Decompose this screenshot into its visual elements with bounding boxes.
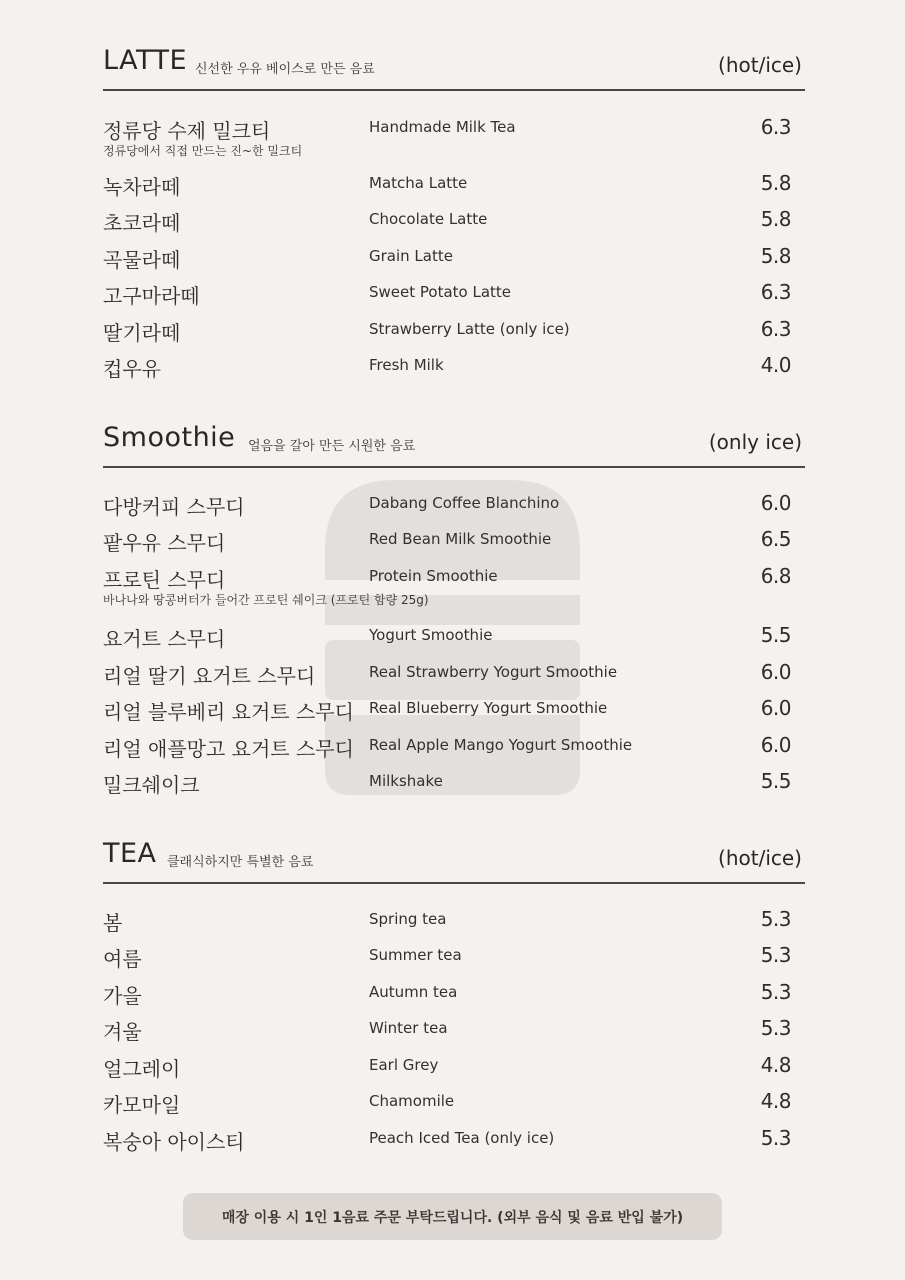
item-name-ko: 밀크쉐이크 xyxy=(103,773,200,797)
item-price: 6.0 xyxy=(760,491,791,515)
item-price: 6.0 xyxy=(760,696,791,720)
item-name-en: Yogurt Smoothie xyxy=(369,626,493,644)
item-name-ko: 딸기라떼 xyxy=(103,321,181,345)
item-price: 4.8 xyxy=(760,1053,791,1077)
item-name-ko: 복숭아 아이스티 xyxy=(103,1130,245,1154)
item-description: 정류당에서 직접 만드는 진~한 밀크티 xyxy=(103,144,303,158)
section-serving-note: (hot/ice) xyxy=(718,53,802,77)
item-price: 6.0 xyxy=(760,660,791,684)
item-name-ko: 카모마일 xyxy=(103,1093,181,1117)
item-name-ko: 리얼 딸기 요거트 스무디 xyxy=(103,664,316,688)
item-price: 6.8 xyxy=(760,564,791,588)
item-name-ko: 얼그레이 xyxy=(103,1057,181,1081)
item-price: 5.8 xyxy=(760,207,791,231)
section-title: Smoothie xyxy=(103,422,236,453)
item-name-ko: 팥우유 스무디 xyxy=(103,531,226,555)
item-price: 6.3 xyxy=(760,317,791,341)
item-name-en: Autumn tea xyxy=(369,983,458,1001)
item-name-en: Strawberry Latte (only ice) xyxy=(369,320,570,338)
item-price: 5.8 xyxy=(760,171,791,195)
item-name-ko: 곡물라떼 xyxy=(103,248,181,272)
item-price: 5.5 xyxy=(760,769,791,793)
section-header xyxy=(103,836,805,884)
item-name-ko: 여름 xyxy=(103,947,142,971)
item-name-ko: 가을 xyxy=(103,984,142,1008)
item-name-ko: 고구마라떼 xyxy=(103,284,200,308)
item-price: 5.3 xyxy=(760,980,791,1004)
item-name-en: Protein Smoothie xyxy=(369,567,498,585)
item-name-en: Real Blueberry Yogurt Smoothie xyxy=(369,699,608,717)
section-title: LATTE xyxy=(103,45,188,76)
item-name-en: Real Apple Mango Yogurt Smoothie xyxy=(369,736,633,754)
item-name-ko: 요거트 스무디 xyxy=(103,627,226,651)
item-price: 5.5 xyxy=(760,623,791,647)
section-subtitle: 클래식하지만 특별한 음료 xyxy=(167,855,314,870)
item-name-ko: 리얼 블루베리 요거트 스무디 xyxy=(103,700,354,724)
section-serving-note: (only ice) xyxy=(708,430,802,454)
item-price: 5.3 xyxy=(760,1126,791,1150)
section-smoothie xyxy=(103,420,805,797)
item-name-ko: 다방커피 스무디 xyxy=(103,495,245,519)
section-tea xyxy=(103,836,805,1154)
item-price: 4.0 xyxy=(760,353,791,377)
order-policy-notice: 매장 이용 시 1인 1음료 주문 부탁드립니다. (외부 음식 및 음료 반입 불가) xyxy=(183,1193,722,1240)
item-name-ko: 컵우유 xyxy=(103,357,161,381)
item-name-en: Sweet Potato Latte xyxy=(369,283,512,301)
section-header xyxy=(103,43,805,91)
item-price: 5.3 xyxy=(760,907,791,931)
item-name-en: Dabang Coffee Blanchino xyxy=(369,494,560,512)
section-subtitle: 신선한 우유 베이스로 만든 음료 xyxy=(195,62,375,77)
item-name-en: Peach Iced Tea (only ice) xyxy=(369,1129,555,1147)
item-name-en: Matcha Latte xyxy=(369,174,468,192)
item-name-en: Grain Latte xyxy=(369,247,453,265)
section-title: TEA xyxy=(103,838,157,869)
item-name-ko: 녹차라떼 xyxy=(103,175,181,199)
item-price: 6.0 xyxy=(760,733,791,757)
item-name-en: Milkshake xyxy=(369,772,443,790)
item-name-en: Summer tea xyxy=(369,946,462,964)
item-name-ko: 리얼 애플망고 요거트 스무디 xyxy=(103,737,354,761)
item-name-en: Winter tea xyxy=(369,1019,448,1037)
item-name-ko: 겨울 xyxy=(103,1020,142,1044)
item-name-en: Spring tea xyxy=(369,910,447,928)
item-name-en: Chamomile xyxy=(369,1092,455,1110)
item-price: 5.3 xyxy=(760,943,791,967)
item-price: 6.3 xyxy=(760,115,791,139)
item-name-ko: 프로틴 스무디 xyxy=(103,568,226,592)
item-price: 4.8 xyxy=(760,1089,791,1113)
item-name-en: Red Bean Milk Smoothie xyxy=(369,530,552,548)
section-latte xyxy=(103,43,805,381)
item-name-en: Handmade Milk Tea xyxy=(369,118,516,136)
item-name-en: Real Strawberry Yogurt Smoothie xyxy=(369,663,618,681)
section-header xyxy=(103,420,805,468)
item-price: 5.8 xyxy=(760,244,791,268)
item-name-en: Earl Grey xyxy=(369,1056,439,1074)
item-price: 6.5 xyxy=(760,527,791,551)
section-serving-note: (hot/ice) xyxy=(718,846,802,870)
item-price: 6.3 xyxy=(760,280,791,304)
item-name-en: Fresh Milk xyxy=(369,356,444,374)
item-name-ko: 봄 xyxy=(103,911,123,935)
item-description: 바나나와 땅콩버터가 들어간 프로틴 쉐이크 (프로틴 함량 25g) xyxy=(103,593,429,607)
item-name-ko: 초코라떼 xyxy=(103,211,181,235)
item-name-en: Chocolate Latte xyxy=(369,210,488,228)
item-price: 5.3 xyxy=(760,1016,791,1040)
item-name-ko: 정류당 수제 밀크티 xyxy=(103,119,271,143)
section-subtitle: 얼음을 갈아 만든 시원한 음료 xyxy=(248,439,416,454)
